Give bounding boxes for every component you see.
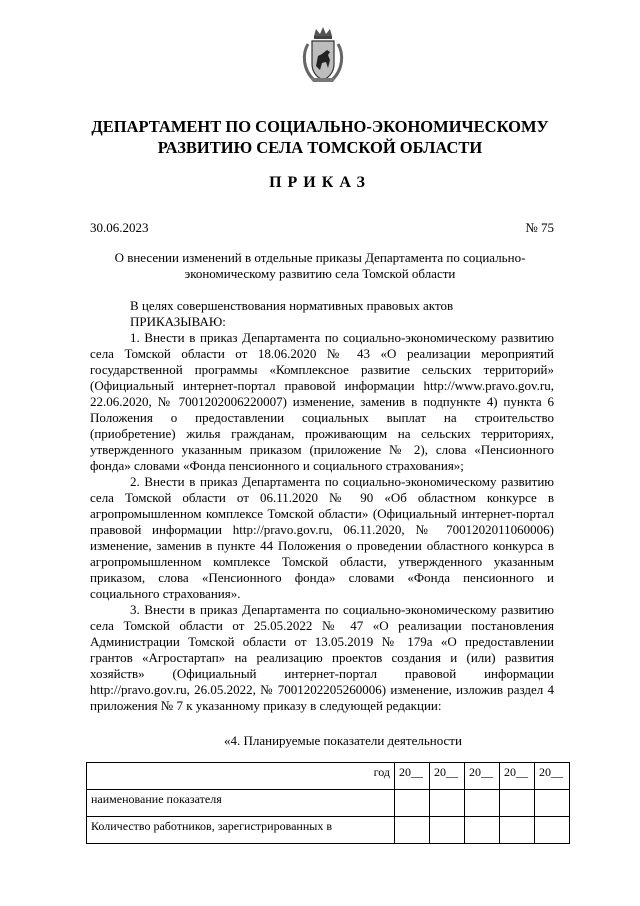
body-order: ПРИКАЗЫВАЮ: [130,314,226,329]
table-row [87,790,570,817]
document-type: ПРИКАЗ [269,174,371,191]
year-cell: 20__ [535,763,570,790]
table-cell [430,817,465,844]
body-intro: В целях совершенствования нормативных правовых актов [130,298,454,313]
table-cell [430,790,465,817]
paragraph-3: 3. Внести в приказ Департамента по социально-экономическому развитию села Томской области от 25.05.2022 № 47 «О реализации постановления Администрации Томской области от 13.05.2019 № 179а «О предоставлении грантов «Агростартап» на реализацию проектов создания и (или) развития хозяйств» (Официальный интернет-портал правовой информации http://pravo.gov.ru, 26.05.2022, № 7001202205260006) изменение, изложив раздел 4 приложения № 7 к указанному приказу в следующей редакции: [90,602,554,713]
year-cell: 20__ [465,763,500,790]
tomsk-coat-of-arms-icon [300,26,346,84]
table-cell [465,817,500,844]
year-cell: 20__ [430,763,465,790]
table-cell [535,790,570,817]
subject-line2: экономическому развитию села Томской области [184,266,456,281]
table-cell [395,817,430,844]
indicator-name-header: наименование показателя [87,790,395,817]
paragraph-1: 1. Внести в приказ Департамента по социально-экономическому развитию села Томской области от 18.06.2020 № 43 «О реализации мероприятий государственной программы «Комплексное развитие сельских территорий» (Официальный интернет-портал правовой информации http://www.pravo.gov.ru, 22.06.2020, № 7001202006220007) изменение, заменив в подпункте 4) пункта 6 Положения о предоставлении социальных выплат на строительство (приобретение) жилья гражданам, проживающим на сельских территориях, утвержденного указанным приказом (приложение № 2), слова «Пенсионного фонда» словами «Фонда пенсионного и социального страхования»; [90,330,554,473]
indicators-table [86,762,570,844]
department-title-line2: РАЗВИТИЮ СЕЛА ТОМСКОЙ ОБЛАСТИ [157,138,483,157]
year-cell: 20__ [500,763,535,790]
document-subject [105,250,535,282]
document-body [90,298,554,714]
department-title [0,116,640,158]
table-cell [500,817,535,844]
table-cell [465,790,500,817]
table-cell [500,790,535,817]
year-label-cell: год [87,763,395,790]
table-row [87,763,570,790]
paragraph-2: 2. Внести в приказ Департамента по социально-экономическому развитию села Томской области от 06.11.2020 № 90 «Об областном конкурсе в агропромышленном комплексе Томской области» (Официальный интернет-портал правовой информации http://pravo.gov.ru, 06.11.2020, № 7001202011060006) изменение, заменив в пункте 44 Положения о проведении областного конкурса в агропромышленном комплексе Томской области, утвержденного указанным приказом, слова «Пенсионного фонда» словами «Фонда пенсионного и социального страхования». [90,474,554,601]
document-date: 30.06.2023 [90,220,149,235]
table-cell [395,790,430,817]
document-number: № 75 [525,220,554,235]
department-title-line1: ДЕПАРТАМЕНТ ПО СОЦИАЛЬНО-ЭКОНОМИЧЕСКОМУ [91,117,549,136]
indicator-name-cell: Количество работников, зарегистрированных в [87,817,395,844]
table-caption: «4. Планируемые показатели деятельности [224,733,462,748]
year-cell: 20__ [395,763,430,790]
subject-line1: О внесении изменений в отдельные приказы Департамента по социально- [114,250,526,265]
table-row [87,817,570,844]
table-cell [535,817,570,844]
